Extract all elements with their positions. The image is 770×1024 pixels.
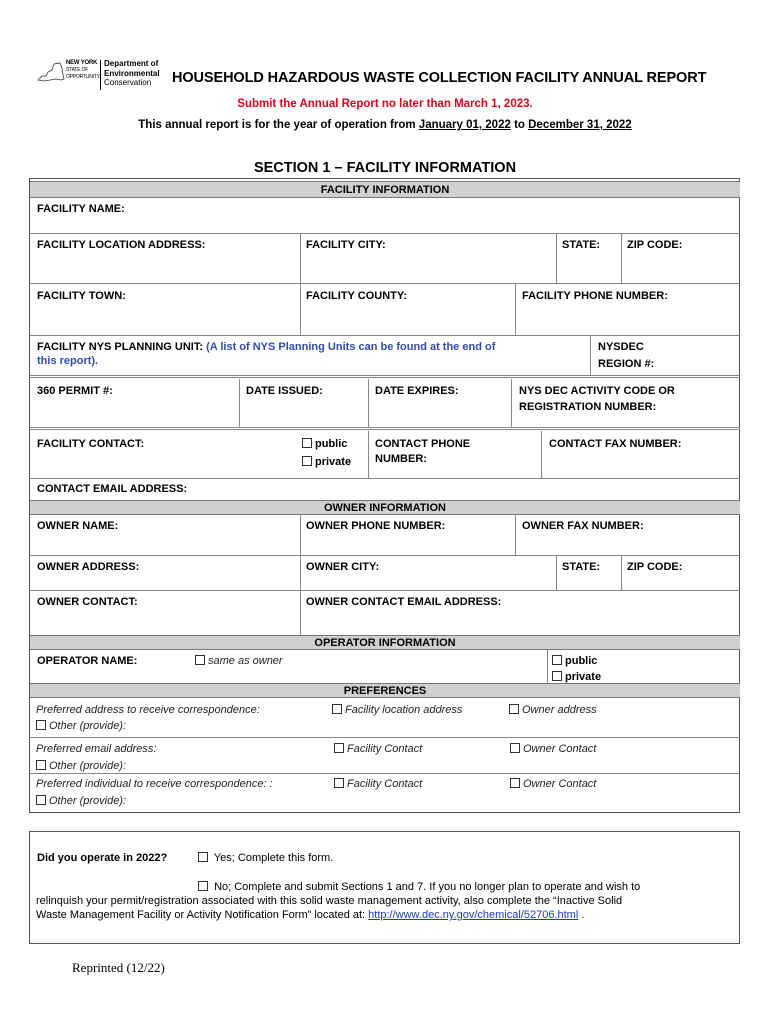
individual-owner-contact-checkbox[interactable] — [510, 778, 520, 788]
contact-public-option[interactable]: public — [302, 437, 347, 452]
facility-name-label: FACILITY NAME: — [37, 203, 125, 215]
state-wordmark: NEW YORK STATE OF OPPORTUNITY. — [66, 60, 101, 80]
contact-phone-label: CONTACT PHONE — [375, 438, 471, 450]
operator-name-label: OPERATOR NAME: — [37, 655, 138, 667]
contact-fax-label: CONTACT FAX NUMBER: — [549, 438, 682, 450]
activity-code-label: NYS DEC ACTIVITY CODE OR — [519, 385, 675, 397]
private-checkbox[interactable] — [302, 456, 312, 466]
preferred-individual-owner-option[interactable]: Owner Contact — [510, 777, 596, 792]
new-york-state-outline-icon — [36, 62, 66, 84]
contact-private-option[interactable]: private — [302, 455, 351, 470]
date-issued-label: DATE ISSUED: — [246, 385, 323, 397]
facility-zip-label: ZIP CODE: — [627, 239, 683, 251]
report-title: HOUSEHOLD HAZARDOUS WASTE COLLECTION FACILITY ANNUAL REPORT — [172, 70, 707, 86]
nysdec-logo — [36, 58, 166, 94]
period-end-date: December 31, 2022 — [528, 119, 632, 131]
no-checkbox[interactable] — [198, 881, 208, 891]
owner-state-label: STATE: — [562, 561, 601, 573]
operator-private-checkbox[interactable] — [552, 671, 562, 681]
email-facility-contact-checkbox[interactable] — [334, 743, 344, 753]
facility-location-checkbox[interactable] — [332, 704, 342, 714]
preferred-individual-other-option[interactable]: Other (provide): — [36, 794, 126, 809]
reprint-date: Reprinted (12/22) — [72, 960, 165, 975]
contact-phone-number-label: NUMBER: — [375, 453, 427, 465]
preferred-email-owner-option[interactable]: Owner Contact — [510, 742, 596, 757]
owner-phone-label: OWNER PHONE NUMBER: — [306, 520, 446, 532]
no-instructions-line2: relinquish your permit/registration associated with this solid waste management activity, also complete the “Inactive Solid — [36, 895, 623, 907]
operator-info-header: OPERATOR INFORMATION — [30, 635, 740, 650]
facility-county-label: FACILITY COUNTY: — [306, 290, 408, 302]
nysdec-region-number-label: REGION #: — [598, 358, 655, 370]
operated-no-option[interactable]: No; Complete and submit Sections 1 and 7. If you no longer plan to operate and wish to — [198, 880, 640, 894]
owner-info-header: OWNER INFORMATION — [30, 500, 740, 515]
logo-divider — [100, 60, 101, 90]
preferred-address-other-option[interactable]: Other (provide): — [36, 719, 126, 734]
contact-email-label: CONTACT EMAIL ADDRESS: — [37, 483, 188, 495]
facility-city-label: FACILITY CITY: — [306, 239, 386, 251]
same-as-owner-checkbox[interactable] — [195, 655, 205, 665]
facility-state-label: STATE: — [562, 239, 601, 251]
email-owner-contact-checkbox[interactable] — [510, 743, 520, 753]
preferred-individual-facility-option[interactable]: Facility Contact — [334, 777, 422, 792]
no-instructions-line3: Waste Management Facility or Activity Notification Form” located at: http://www.dec.ny.gov/chemical/52706.html . — [36, 909, 585, 921]
operator-public-option[interactable]: public — [552, 654, 597, 669]
owner-address-checkbox[interactable] — [509, 704, 519, 714]
preferred-email-label: Preferred email address: — [36, 743, 157, 755]
operator-private-option[interactable]: private — [552, 670, 601, 683]
individual-other-checkbox[interactable] — [36, 795, 46, 805]
preferred-address-owner-option[interactable]: Owner address — [509, 703, 597, 718]
public-checkbox[interactable] — [302, 438, 312, 448]
address-other-checkbox[interactable] — [36, 720, 46, 730]
submission-deadline: Submit the Annual Report no later than March 1, 2023. — [237, 98, 533, 110]
permit-number-label: 360 PERMIT #: — [37, 385, 113, 397]
owner-name-label: OWNER NAME: — [37, 520, 119, 532]
operator-public-checkbox[interactable] — [552, 655, 562, 665]
owner-contact-label: OWNER CONTACT: — [37, 596, 138, 608]
preferred-individual-label: Preferred individual to receive correspondence: : — [36, 778, 273, 790]
facility-info-header: FACILITY INFORMATION — [30, 181, 740, 198]
preferred-address-label: Preferred address to receive correspondence: — [36, 704, 260, 716]
owner-fax-label: OWNER FAX NUMBER: — [522, 520, 644, 532]
period-start-date: January 01, 2022 — [418, 119, 511, 131]
individual-facility-contact-checkbox[interactable] — [334, 778, 344, 788]
facility-location-address-label: FACILITY LOCATION ADDRESS: — [37, 239, 206, 251]
inactive-facility-form-link[interactable]: http://www.dec.ny.gov/chemical/52706.html — [368, 909, 579, 921]
preferred-address-facility-option[interactable]: Facility location address — [332, 703, 462, 718]
planning-unit-label: FACILITY NYS PLANNING UNIT: (A list of NYS Planning Units can be found at the end of — [37, 341, 496, 353]
planning-unit-note: this report). — [37, 355, 99, 367]
facility-phone-label: FACILITY PHONE NUMBER: — [522, 290, 668, 302]
owner-zip-label: ZIP CODE: — [627, 561, 683, 573]
yes-checkbox[interactable] — [198, 852, 208, 862]
owner-city-label: OWNER CITY: — [306, 561, 380, 573]
owner-contact-email-label: OWNER CONTACT EMAIL ADDRESS: — [306, 596, 502, 608]
registration-number-label: REGISTRATION NUMBER: — [519, 401, 657, 413]
preferences-header: PREFERENCES — [30, 683, 740, 698]
date-expires-label: DATE EXPIRES: — [375, 385, 459, 397]
preferred-email-other-option[interactable]: Other (provide): — [36, 759, 126, 772]
preferred-email-facility-option[interactable]: Facility Contact — [334, 742, 422, 757]
operated-question: Did you operate in 2022? — [37, 852, 168, 864]
facility-contact-label: FACILITY CONTACT: — [37, 438, 145, 450]
nysdec-region-label: NYSDEC — [598, 341, 644, 353]
reporting-period: This annual report is for the year of operation from January 01, 2022 to December 31, 2022 — [138, 119, 632, 131]
section-title: SECTION 1 – FACILITY INFORMATION — [253, 160, 517, 176]
email-other-checkbox[interactable] — [36, 760, 46, 770]
same-as-owner-option[interactable]: same as owner — [195, 654, 283, 669]
facility-town-label: FACILITY TOWN: — [37, 290, 126, 302]
department-wordmark: Department of Environmental Conservation — [104, 59, 160, 87]
operated-yes-option[interactable]: Yes; Complete this form. — [198, 851, 333, 865]
owner-address-label: OWNER ADDRESS: — [37, 561, 140, 573]
